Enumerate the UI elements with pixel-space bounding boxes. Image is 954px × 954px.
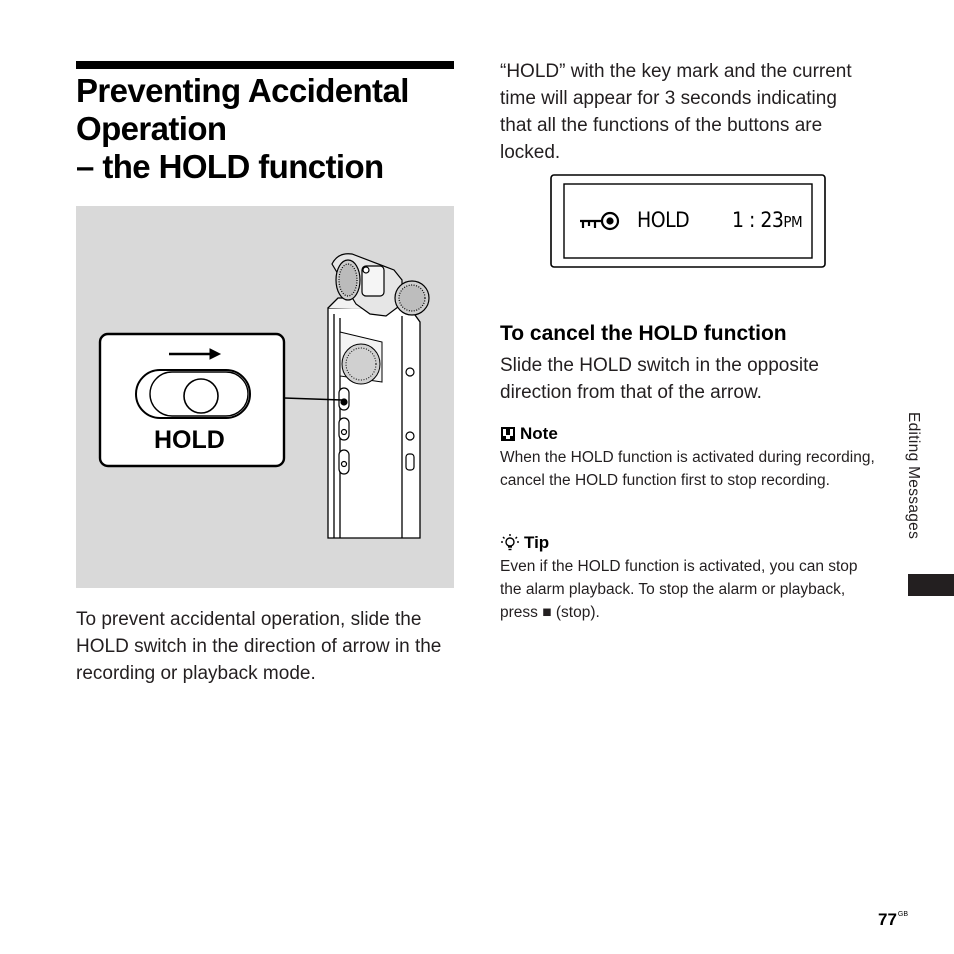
cancel-body: Slide the HOLD switch in the opposite direction from that of the arrow. — [500, 355, 819, 403]
note-heading-text: Note — [520, 424, 558, 443]
section-thumb-tab — [908, 574, 954, 596]
intro-paragraph: To prevent accidental operation, slide the HOLD switch in the direction of arrow in the recording or playback mode. — [76, 609, 442, 684]
tip-heading-text: Tip — [524, 533, 550, 552]
lcd-time-value: 1 : 23 — [732, 208, 784, 232]
tip-body: Even if the HOLD function is activated, you can stop the alarm playback. To stop the alarm or playback, press ■ (stop). — [500, 558, 858, 621]
recorder-drawing — [76, 206, 454, 588]
page-title — [76, 72, 456, 186]
note-icon — [500, 426, 516, 442]
recorder-illustration — [76, 206, 454, 588]
title-line-3: – the HOLD function — [76, 148, 384, 185]
page-number — [878, 910, 908, 930]
hold-display-paragraph: “HOLD” with the key mark and the current time will appear for 3 seconds indicating that all the functions of the buttons are locked. — [500, 61, 852, 163]
lcd-time — [732, 208, 802, 232]
title-line-1: Preventing Accidental — [76, 72, 409, 109]
note-heading — [500, 423, 558, 445]
section-side-label-text: Editing Messages — [905, 412, 922, 540]
title-rule — [76, 61, 454, 69]
title-line-2: Operation — [76, 110, 227, 147]
page-number-suffix: GB — [897, 911, 909, 918]
lightbulb-icon — [500, 533, 520, 553]
section-side-label — [902, 412, 928, 562]
lcd-time-suffix: PM — [783, 213, 803, 231]
tip-heading — [500, 532, 549, 554]
lcd-hold-text: HOLD — [637, 208, 690, 232]
page-number-value: 77 — [878, 910, 897, 929]
hold-switch-label: HOLD — [154, 426, 225, 454]
note-body: When the HOLD function is activated during recording, cancel the HOLD function first to stop recording. — [500, 449, 875, 489]
cancel-heading: To cancel the HOLD function — [500, 322, 787, 345]
